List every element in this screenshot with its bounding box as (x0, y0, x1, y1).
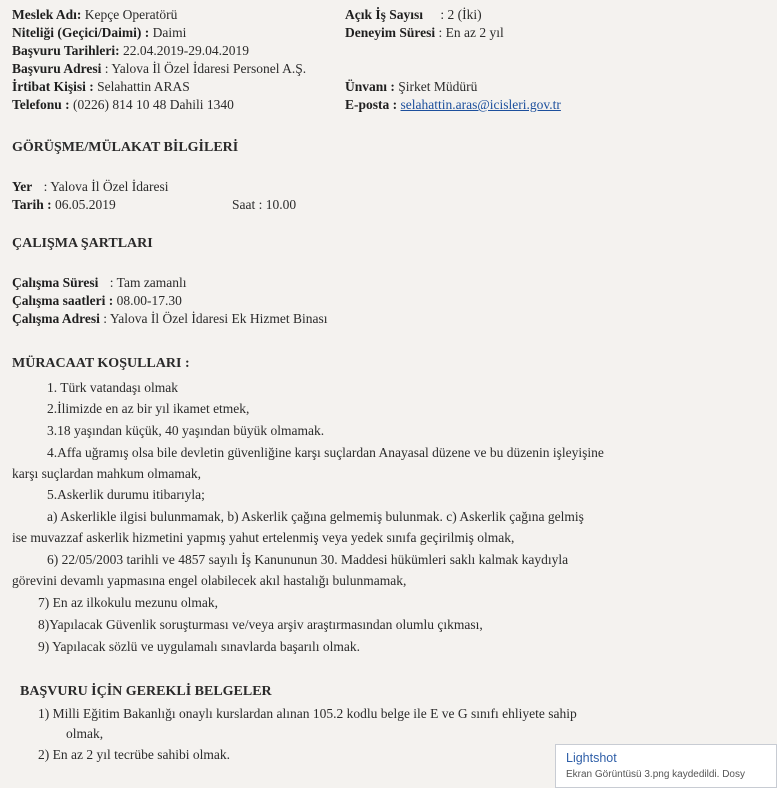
yer-value: : Yalova İl Özel İdaresi (43, 179, 169, 194)
condition-line: a) Askerlikle ilgisi bulunmamak, b) Askerlik çağına gelmemiş bulunmak. c) Askerlik çağına gelmiş (47, 509, 584, 524)
condition-line: 8)Yapılacak Güvenlik soruşturması ve/veya arşiv araştırmasından olumlu çıkması, (38, 617, 483, 632)
yer-label: Yer (12, 179, 33, 194)
notification-title: Lightshot (566, 751, 617, 765)
work-heading: ÇALIŞMA ŞARTLARI (12, 236, 153, 251)
calisma-adresi-row (12, 310, 327, 327)
condition-line: 1. Türk vatandaşı olmak (47, 380, 178, 395)
condition-line: 4.Affa uğramış olsa bile devletin güvenliğine karşı suçlardan Anayasal düzene ve bu düzenin işleyişine (47, 445, 604, 460)
document-line: olmak, (66, 726, 104, 741)
nitelik-label: Niteliği (Geçici/Daimi) : (12, 25, 150, 40)
conditions-heading: MÜRACAAT KOŞULLARI : (12, 356, 190, 371)
meslek-value: Kepçe Operatörü (84, 7, 178, 22)
telefon-label: Telefonu : (12, 97, 70, 112)
unvan-label: Ünvanı : (345, 79, 395, 94)
condition-line: 3.18 yaşından küçük, 40 yaşından büyük olmamak. (47, 423, 325, 438)
meslek-label: Meslek Adı: (12, 7, 82, 22)
basvuru-adresi-value: : Yalova İl Özel İdaresi Personel A.Ş. (104, 61, 307, 76)
acik-is-label: Açık İş Sayısı (345, 7, 424, 22)
deneyim-row (345, 24, 504, 41)
calisma-saatleri-label: Çalışma saatleri : (12, 293, 114, 308)
condition-line: 5.Askerlik durumu itibarıyla; (47, 487, 205, 502)
basvuru-tarihleri-label: Başvuru Tarihleri: (12, 43, 120, 58)
calisma-suresi-label: Çalışma Süresi (12, 275, 99, 290)
basvuru-adresi-row (12, 60, 306, 77)
interview-heading: GÖRÜŞME/MÜLAKAT BİLGİLERİ (12, 140, 239, 155)
unvan-row (345, 78, 477, 95)
calisma-adresi-label: Çalışma Adresi (12, 311, 100, 326)
saat-text: Saat : 10.00 (232, 197, 297, 212)
condition-line: 9) Yapılacak sözlü ve uygulamalı sınavlarda başarılı olmak. (38, 639, 361, 654)
calisma-saatleri-row (12, 292, 182, 309)
basvuru-tarihleri-row (12, 42, 249, 59)
document-line: 1) Milli Eğitim Bakanlığı onaylı kurslardan alınan 105.2 kodlu belge ile E ve G sınıfı ehliyete sahip (38, 706, 577, 721)
eposta-label: E-posta : (345, 97, 398, 112)
condition-line: 2.İlimizde en az bir yıl ikamet etmek, (47, 401, 250, 416)
telefon-row (12, 96, 234, 113)
acik-is-row (345, 6, 482, 23)
condition-line: 7) En az ilkokulu mezunu olmak, (38, 595, 218, 610)
nitelik-row (12, 24, 186, 41)
eposta-row (345, 96, 561, 113)
yer-row (12, 178, 168, 195)
calisma-adresi-value: : Yalova İl Özel İdaresi Ek Hizmet Binası (103, 311, 328, 326)
tarih-value: 06.05.2019 (55, 197, 116, 212)
tarih-label: Tarih : (12, 197, 52, 212)
condition-line: 6) 22/05/2003 tarihli ve 4857 sayılı İş Kanununun 30. Maddesi hükümleri saklı kalmak kaydıyla (47, 552, 569, 567)
condition-line: karşı suçlardan mahkum olmamak, (12, 466, 201, 481)
acik-is-value: : 2 (İki) (440, 7, 482, 22)
lightshot-notification[interactable] (555, 744, 777, 788)
deneyim-value: : En az 2 yıl (438, 25, 504, 40)
eposta-link[interactable]: selahattin.aras@icisleri.gov.tr (400, 97, 561, 112)
document-line: 2) En az 2 yıl tecrübe sahibi olmak. (38, 747, 230, 762)
irtibat-row (12, 78, 190, 95)
irtibat-value: Selahattin ARAS (97, 79, 190, 94)
calisma-suresi-row (12, 274, 187, 291)
nitelik-value: Daimi (152, 25, 187, 40)
deneyim-label: Deneyim Süresi (345, 25, 436, 40)
telefon-value: (0226) 814 10 48 Dahili 1340 (73, 97, 234, 112)
irtibat-label: İrtibat Kişisi : (12, 79, 94, 94)
calisma-suresi-value: : Tam zamanlı (109, 275, 187, 290)
basvuru-tarihleri-value: 22.04.2019-29.04.2019 (123, 43, 250, 58)
tarih-row (12, 196, 116, 213)
documents-heading: BAŞVURU İÇİN GEREKLİ BELGELER (20, 684, 272, 699)
notification-message: Ekran Görüntüsü 3.png kaydedildi. Dosy (566, 769, 745, 780)
meslek-row (12, 6, 177, 23)
calisma-saatleri-value: 08.00-17.30 (116, 293, 182, 308)
basvuru-adresi-label: Başvuru Adresi (12, 61, 102, 76)
unvan-value: Şirket Müdürü (398, 79, 478, 94)
condition-line: görevini devamlı yapmasına engel olabilecek akıl hastalığı bulunmamak, (12, 573, 407, 588)
condition-line: ise muvazzaf askerlik hizmetini yapmış yahut ertelenmiş veya yedek sınıfa geçirilmiş olmak, (12, 530, 515, 545)
